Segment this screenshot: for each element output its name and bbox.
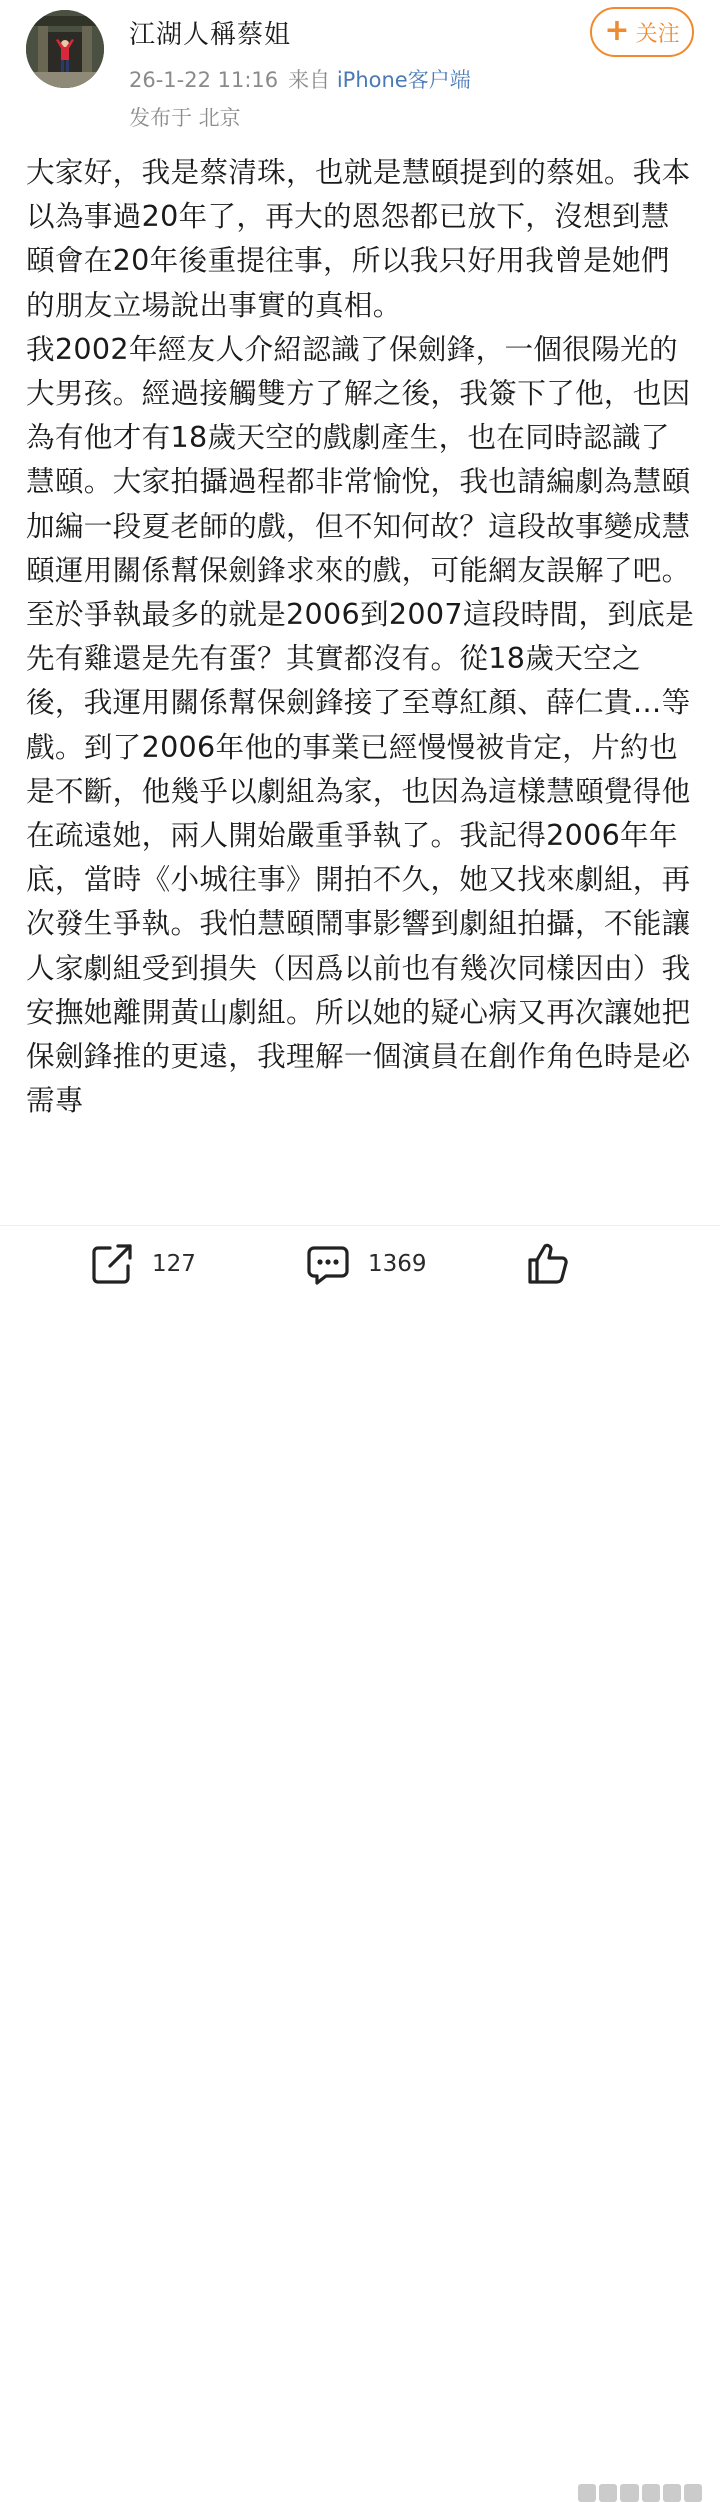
comment-button[interactable] (304, 1226, 427, 1302)
post-paragraph: 至於爭執最多的就是2006到2007這段時間，到底是先有雞還是先有蛋？其實都沒有。從18歲天空之後，我運用關係幫保劍鋒接了至尊紅顏、薛仁貴…等戲。到了2006年他的事業已經慢慢被肯定，片約也是不斷，他幾乎以劇組為家，也因為這樣慧頤覺得他在疏遠她，兩人開始嚴重爭執了。我記得2006年年底，當時《小城往事》開拍不久，她又找來劇組，再次發生爭執。我怕慧頤鬧事影響到劇組拍攝，不能讓人家劇組受到損失（因爲以前也有幾次同樣因由）我安撫她離開黃山劇組。所以她的疑心病又再次讓她把保劍鋒推的更遠，我理解一個演員在創作角色時是必需專 (26, 597, 695, 1118)
plus-icon: + (604, 13, 630, 48)
source-prefix: 来自 (288, 68, 331, 92)
post-meta (129, 64, 471, 94)
post-header (0, 0, 720, 140)
post-timestamp: 26-1-22 11:16 (129, 68, 279, 92)
watermark-block (578, 2484, 596, 2502)
like-button[interactable] (524, 1226, 572, 1302)
post-body (26, 150, 696, 1225)
watermark-block (684, 2484, 702, 2502)
post-paragraph: 我2002年經友人介紹認識了保劍鋒，一個很陽光的大男孩。經過接觸雙方了解之後，我簽下了他，也因為有他才有18歲天空的戲劇產生，也在同時認識了慧頤。大家拍攝過程都非常愉悅，我也請編劇為慧頤加編一段夏老師的戲，但不知何故？這段故事變成慧頤運用關係幫保劍鋒求來的戲，可能網友誤解了吧。 (26, 331, 691, 587)
comment-bubble-icon (304, 1240, 352, 1288)
watermark-block (620, 2484, 638, 2502)
watermark-block (642, 2484, 660, 2502)
post-location: 发布于 北京 (129, 106, 241, 130)
repost-button[interactable] (88, 1226, 196, 1302)
author-name[interactable]: 江湖人稱蔡姐 (129, 20, 292, 50)
action-bar (0, 1225, 720, 1302)
watermark (578, 2484, 702, 2502)
avatar[interactable] (26, 10, 104, 88)
follow-label: 关注 (635, 21, 680, 47)
post-paragraph: 大家好，我是蔡清珠，也就是慧頤提到的蔡姐。我本以為事過20年了，再大的恩怨都已放下，沒想到慧頤會在20年後重提往事，所以我只好用我曾是她們的朋友立場說出事實的真相。 (26, 155, 691, 322)
watermark-block (663, 2484, 681, 2502)
comment-count: 1369 (368, 1251, 427, 1277)
share-arrow-icon (88, 1240, 136, 1288)
thumbs-up-icon (524, 1240, 572, 1288)
avatar-photo-icon (26, 10, 104, 88)
repost-count: 127 (152, 1251, 196, 1277)
follow-button[interactable] (590, 7, 694, 57)
source-client-link[interactable]: iPhone客户端 (336, 68, 471, 92)
watermark-block (599, 2484, 617, 2502)
